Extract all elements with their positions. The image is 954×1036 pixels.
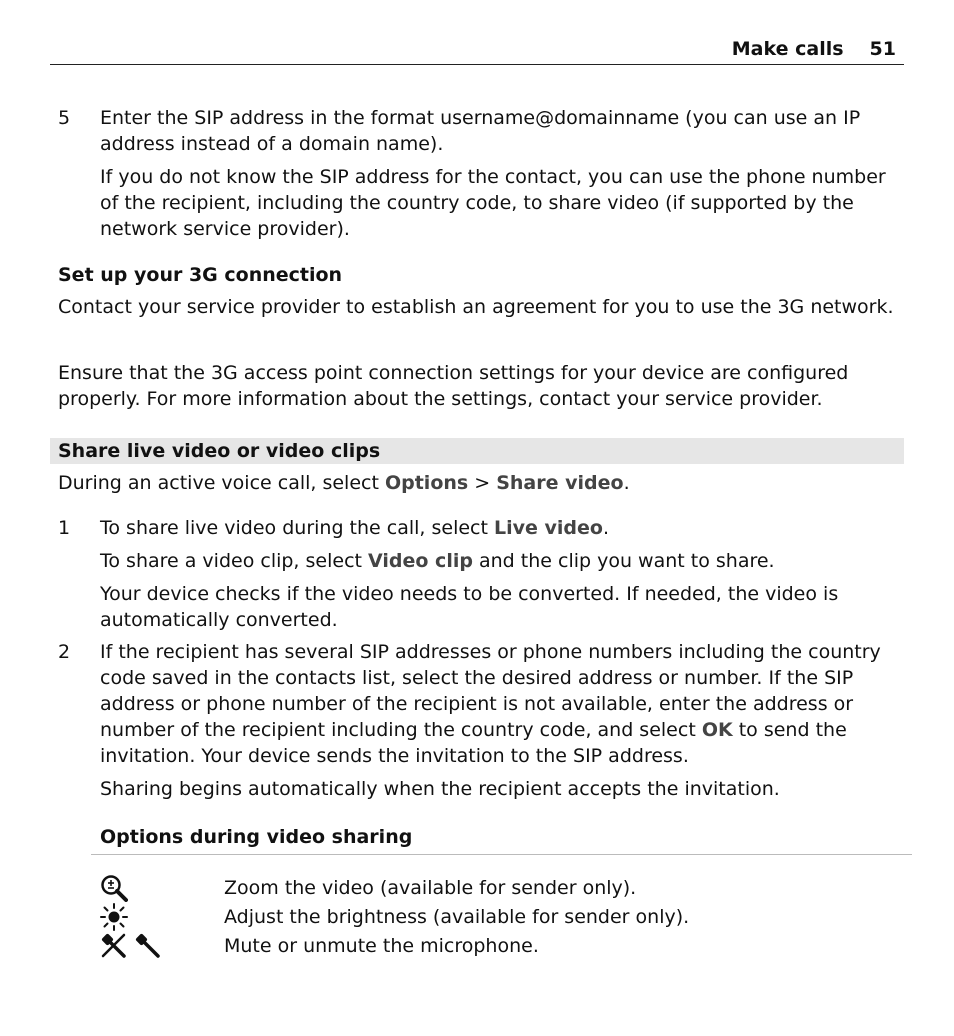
options-heading: Options during video sharing [91,824,912,855]
option-text: Zoom the video (available for sender only). [224,876,637,899]
step-text-begin: Sharing begins automatically when the recipient accepts the invitation. [100,778,780,800]
share-step-1 [58,515,904,633]
share-heading: Share live video or video clips [50,438,904,464]
step-note: If you do not know the SIP address for the contact, you can use the phone number of the recipient, including the country code, to share video (if supported by the network service provider). [100,166,886,240]
share-intro-end: . [623,472,630,494]
options-list [100,873,904,960]
share-intro-separator: > [468,472,497,494]
option-zoom [100,873,904,902]
section-title: Make calls [731,38,844,60]
brightness-icon [100,903,128,931]
step-text-end: and the clip you want to share. [472,550,775,572]
step-number: 2 [58,641,71,663]
option-text: Adjust the brightness (available for sender only). [224,905,690,928]
page-header [50,36,904,65]
option-brightness [100,902,904,931]
microphone-icon [134,932,162,960]
step-text [100,515,904,541]
page-body [58,105,904,960]
page-number: 51 [869,38,896,60]
share-intro-text: During an active voice call, select [58,472,385,494]
setup-paragraph-1: Contact your service provider to establish an agreement for you to use the 3G network. [58,296,894,318]
step-text-part: If the recipient has several SIP addresses or phone numbers including the country code saved in the contacts list, select the desired address or number. If the SIP address or phone number of the recipient is not available, enter the address or number of the recipient including the country code, and select [100,641,881,741]
option-mute [100,931,904,960]
step-text-convert: Your device checks if the video needs to be converted. If needed, the video is automatically converted. [100,583,839,631]
step-text-part: To share live video during the call, select [100,517,494,539]
options-menu-ref: Options [384,472,469,494]
option-text: Mute or unmute the microphone. [224,934,539,957]
step-text-part: To share a video clip, select [100,550,369,572]
step-5 [58,105,904,242]
share-step-2 [58,639,904,802]
share-intro [58,470,904,496]
zoom-icon [100,874,128,902]
step-text-end: to send the invitation. Your device sends the invitation to the SIP address. [100,719,847,767]
step-text-clip [100,548,904,574]
ok-ref: OK [701,719,733,741]
live-video-ref: Live video [494,517,603,539]
share-video-menu-ref: Share video [496,472,624,494]
step-text: Enter the SIP address in the format username@domainname (you can use an IP address instead of a domain name). [100,107,861,155]
setup-paragraph-2: Ensure that the 3G access point connection settings for your device are configured properly. For more information about the settings, contact your service provider. [58,362,849,410]
step-text [100,639,904,769]
step-number: 5 [58,107,71,129]
setup-heading: Set up your 3G connection [58,264,343,286]
microphone-mute-icon [100,932,128,960]
video-clip-ref: Video clip [368,550,473,572]
step-number: 1 [58,517,71,539]
step-text-end: . [602,517,609,539]
